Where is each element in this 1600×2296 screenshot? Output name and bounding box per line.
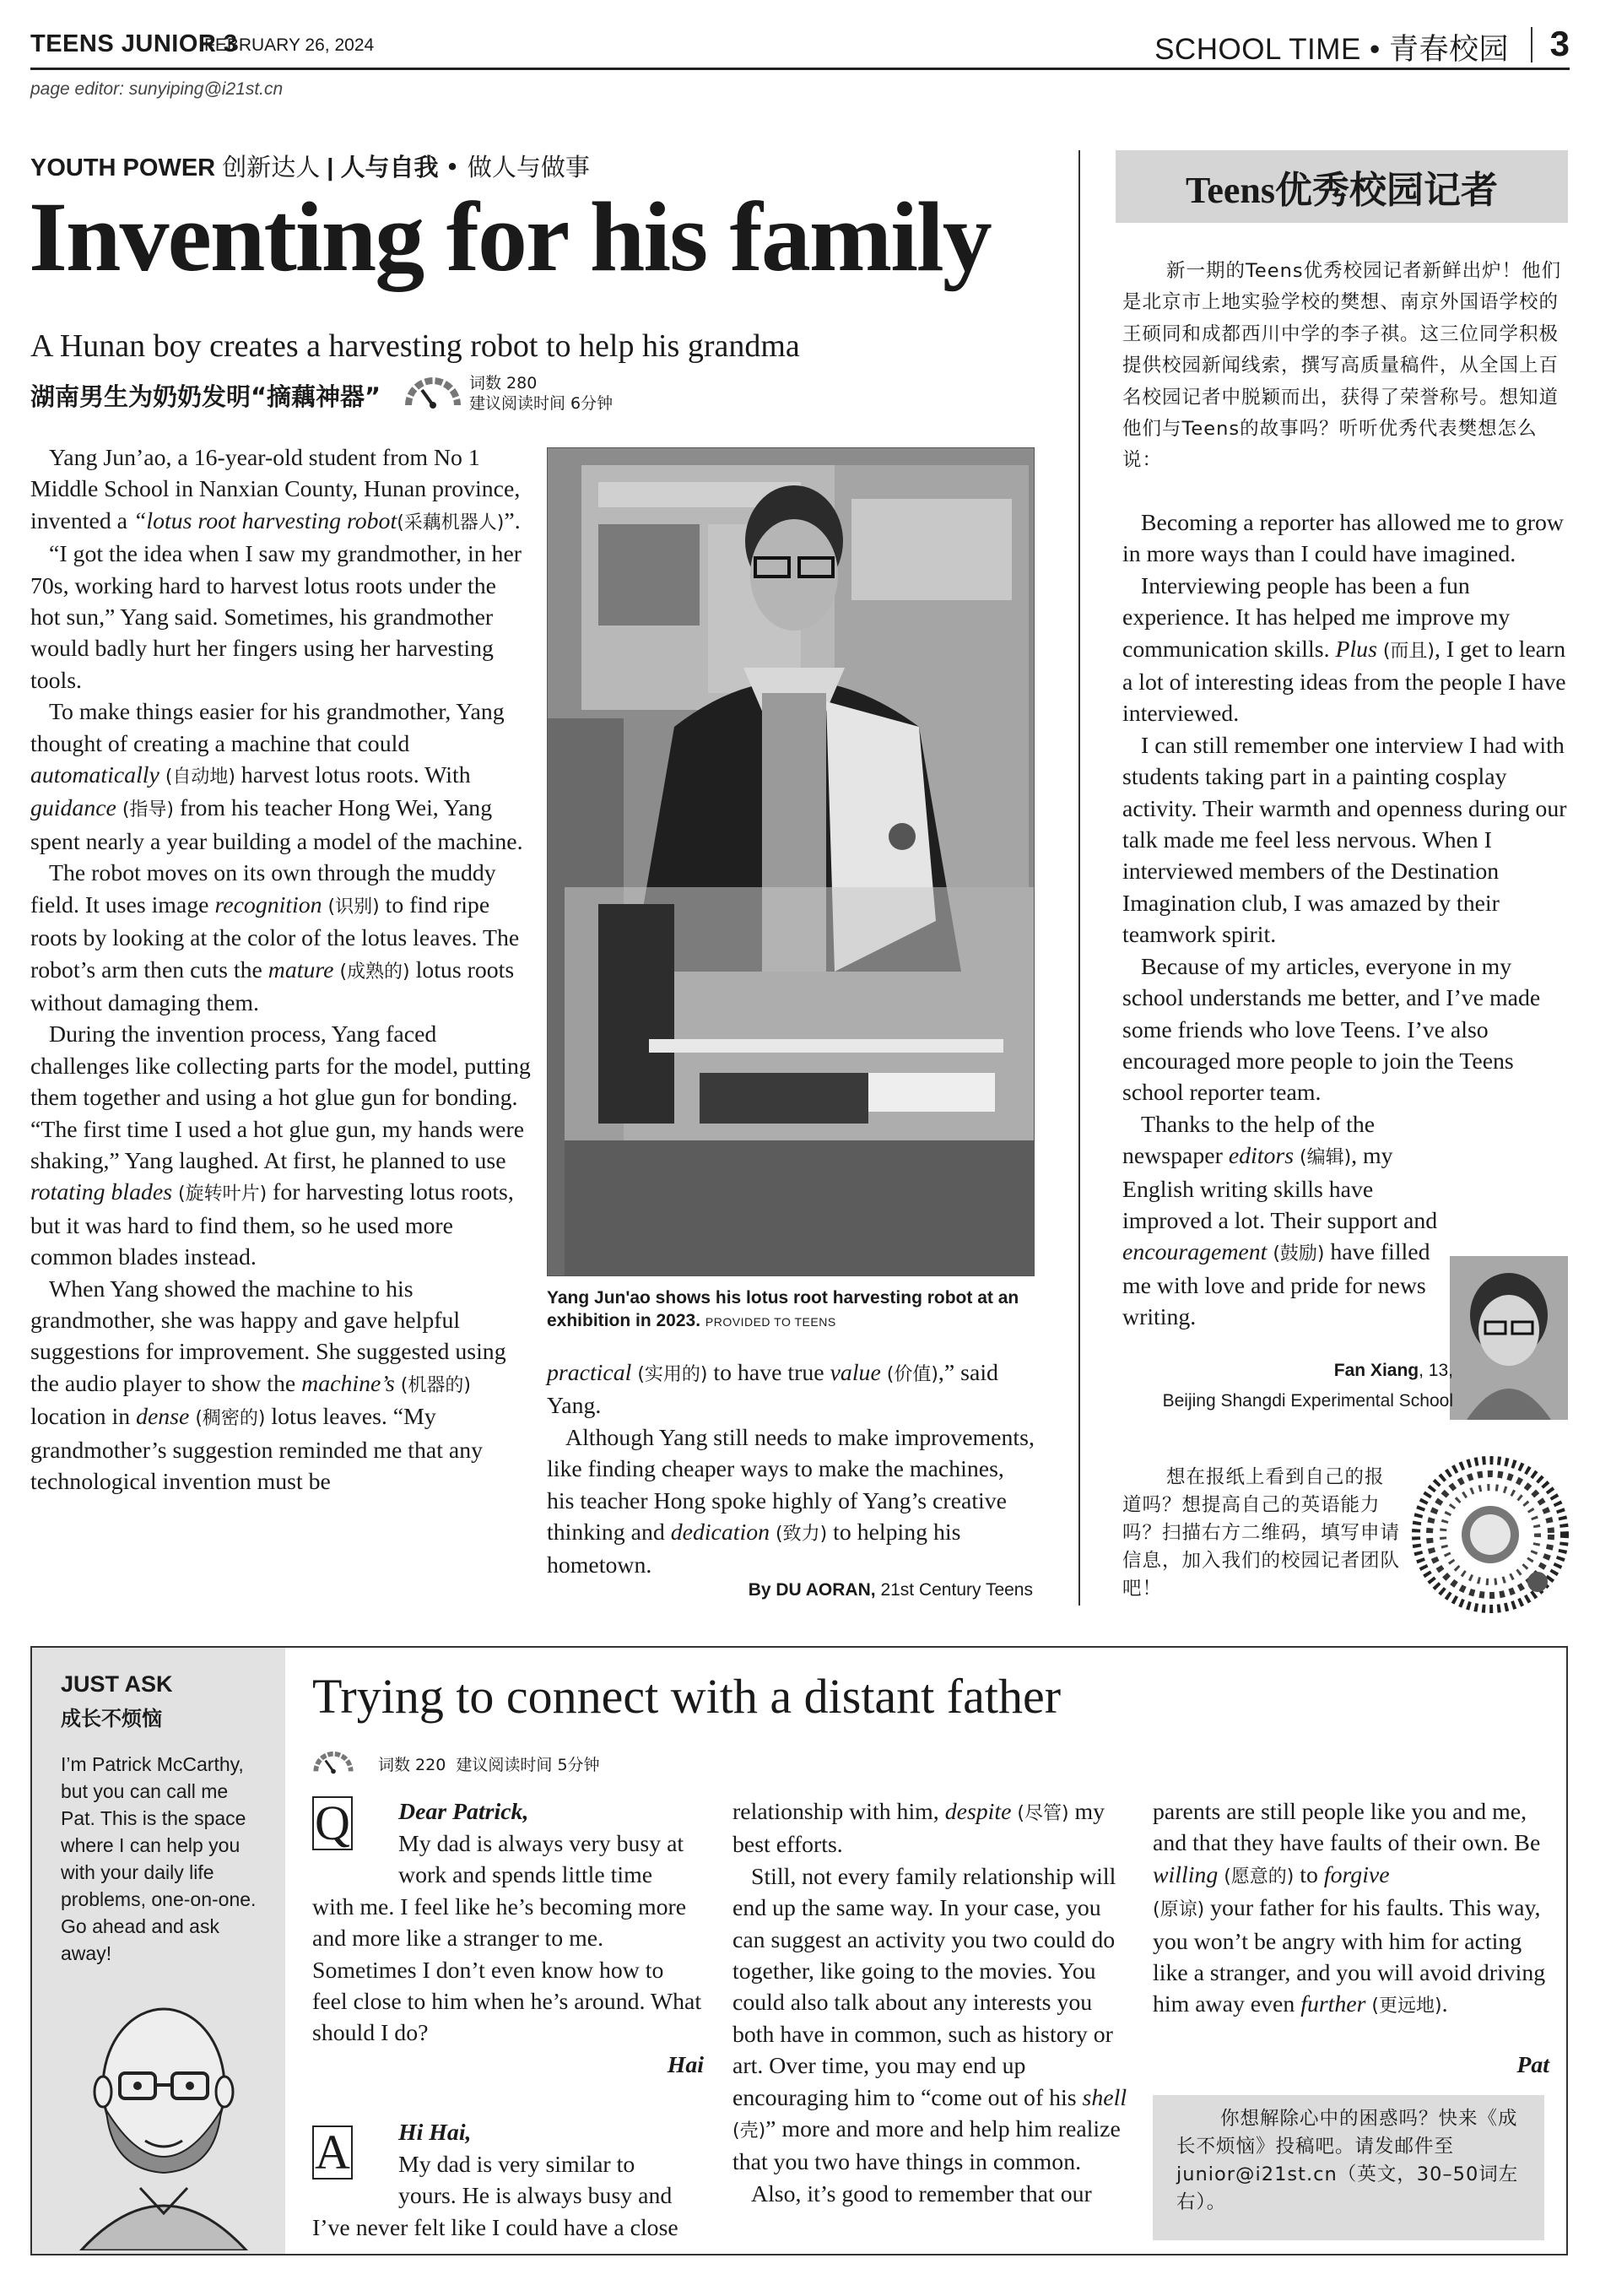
photo-caption (547, 1286, 1033, 1334)
sidebar-paragraph: Interviewing people has been a fun experience. It has helped me improve my communication skills. Plus (而且), I get to learn a lot of interesting ideas from the people I have interviewed. (1122, 572, 1566, 728)
issue-date: FEBRUARY 26, 2024 (204, 35, 375, 55)
columnist-cartoon (56, 1992, 272, 2250)
answer-body: My dad is very similar to yours. He is always busy and I’ve never felt like I could have a close (312, 2152, 678, 2241)
answer-signature: Pat (1516, 2052, 1549, 2078)
reporter-school: Beijing Shangdi Experimental School (1162, 1391, 1453, 1411)
sidebar-body (1122, 507, 1570, 1334)
kicker-separator: | (327, 154, 334, 181)
header-rule (30, 68, 1570, 70)
kicker-sub: • 做人与做事 (445, 153, 590, 181)
kicker-theme: 人与自我 (340, 153, 439, 181)
question-body: My dad is always very busy at work and spends little time with me. I feel like he’s becoming more and more like a stranger to me. Sometimes I don’t even know how to feel close to him when he’s around. What should I do? (312, 1831, 702, 2047)
sidebar-paragraph: Because of my articles, everyone in my school understands me better, and I’ve made some friends who love Teens. I’ve also encouraged more people to join the Teens school reporter team. (1122, 953, 1541, 1107)
story-column-1 (30, 442, 532, 1497)
publication-name: TEENS JUNIOR 3 (30, 30, 238, 57)
reading-time: 建议阅读时间 6分钟 (469, 394, 614, 413)
caption-text: Yang Jun'ao shows his lotus root harvesting robot at an exhibition in 2023. (547, 1288, 1019, 1330)
story-paragraph: “I got the idea when I saw my grandmother, in her 70s, working hard to harvest lotus roots under the hot sun,” Yang said. Sometimes, his grandmother would badly hurt her fingers using her harvesting tools. (30, 541, 522, 694)
story-paragraph: Although Yang still needs to make improvements, like finding cheaper ways to make the machines, his teacher Hong spoke highly of Yang’s creative thinking and dedication (致力) to helping his hometown. (547, 1424, 1035, 1579)
sidebar-heading: Teens优秀校园记者 (1186, 170, 1498, 211)
story-column-2 (547, 1357, 1035, 1582)
answer-column-3: parents are still people like you and me, and that they have faults of their own. Be willing (愿意的) to forgive (原谅) your father for his faults. This way, you won’t be angry with him for acting like a stranger, and you will avoid driving him away even further (更远地). (1153, 1799, 1546, 2018)
reporter-promo: 想在报纸上看到自己的报道吗？想提高自己的英语能力吗？扫描右方二维码，填写申请信息，加入我们的校园记者团队吧！ (1122, 1466, 1401, 1600)
reading-time: 建议阅读时间 5分钟 (456, 1756, 600, 1774)
kicker-cn: 创新达人 (222, 153, 321, 181)
speedometer-icon (312, 1749, 354, 1774)
just-ask-label-cn: 成长不烦恼 (61, 1707, 162, 1730)
header-separator (1531, 27, 1532, 62)
question-dropcap: Q (312, 1796, 353, 1850)
caption-credit: PROVIDED TO TEENS (705, 1315, 836, 1329)
deck-en: A Hunan boy creates a harvesting robot to help his grandma (30, 328, 800, 364)
reporter-age: , 13, (1419, 1361, 1453, 1380)
reading-meta (469, 373, 613, 414)
story-kicker (30, 149, 590, 183)
speedometer-icon (403, 375, 462, 409)
byline (547, 1580, 1033, 1600)
story-paragraph: Yang Jun’ao, a 16-year-old student from No 1 Middle School in Nanxian County, Hunan province, invented a “lotus root harvesting robot(采藕机器人)”. (30, 445, 521, 534)
reporter-portrait (1450, 1256, 1568, 1420)
qr-code-icon[interactable] (1411, 1455, 1570, 1614)
story-paragraph: practical (实用的) to have true value (价值),” said Yang. (547, 1360, 998, 1420)
section-title: SCHOOL TIME • 青春校园 (1154, 33, 1509, 66)
page-editor: page editor: sunyiping@i21st.cn (30, 79, 284, 99)
sidebar-paragraph: Thanks to the help of the newspaper editors (编辑), my English writing skills have improved a lot. Their support and encouragement (鼓励) have filled me with love and pride for news writing. (1122, 1111, 1438, 1331)
column-divider (1078, 150, 1080, 1606)
answer-column-2: relationship with him, despite (尽管) my best efforts. Still, not every family relationship will end up the same way. In your case, you can suggest an activity you two could do together, like going to the movies. You could also talk about any interests you both have in common, such as history or art. Over time, you may end up encouraging him to “come out of his shell (壳)” more and more and help him realize that you two have things in common. Also, it’s good to remember that our (732, 1799, 1127, 2207)
sidebar-paragraph: Becoming a reporter has allowed me to grow in more ways than I could have imagined. (1122, 510, 1564, 568)
question-salutation: Dear Patrick, (398, 1799, 529, 1825)
byline-outlet: 21st Century Teens (880, 1580, 1033, 1600)
answer-dropcap: A (312, 2125, 353, 2180)
story-paragraph: To make things easier for his grandmother, Yang thought of creating a machine that could automatically (自动地) harvest lotus roots. With guidance (指导) from his teacher Hong Wei, Yang spent nearly a year building a model of the machine. (30, 699, 523, 855)
just-ask-title: Trying to connect with a distant father (312, 1669, 1062, 1724)
portrait-illustration (1450, 1256, 1568, 1420)
page-number: 3 (1549, 24, 1570, 63)
robot-photo (547, 447, 1035, 1276)
reporter-signature (1122, 1361, 1453, 1381)
reporter-name: Fan Xiang (1333, 1361, 1419, 1380)
headline: Inventing for his family (29, 181, 991, 292)
story-paragraph: During the invention process, Yang faced challenges like collecting parts for the model, putting them together and using a hot glue gun for bonding. “The first time I used a hot glue gun, my hands were shaking,” Yang laughed. At first, he planned to use rotating blades (旋转叶片) for harvesting lotus roots, but it was hard to find them, so he used more common blades instead. (30, 1021, 531, 1271)
story-paragraph: The robot moves on its own through the muddy field. It uses image recognition (识别) to find ripe roots by looking at the color of the lotus leaves. The robot’s arm then cuts the mature (成熟的) lotus roots without damaging them. (30, 860, 520, 1016)
word-count: 词数 280 (469, 374, 538, 393)
sidebar-paragraph: I can still remember one interview I had with students taking part in a painting cosplay activity. Their warmth and openness during our talk made me feel less nervous. When I interviewed members of the Destination Imagination club, I was amazed by their teamwork spirit. (1122, 732, 1567, 949)
photo-illustration (548, 448, 1034, 1275)
sidebar-intro: 新一期的Teens优秀校园记者新鲜出炉！他们是北京市上地实验学校的樊想、南京外国语学校的王硕同和成都西川中学的李子祺。这三位同学积极提供校园新闻线索，撰写高质量稿件，从全国上百名校园记者中脱颖而出，获得了荣誉称号。想知道他们与Teens的故事吗？听听优秀代表樊想怎么说： (1122, 260, 1562, 472)
story-paragraph: When Yang showed the machine to his grandmother, she was happy and gave helpful suggestions for improvement. She suggested using the audio player to show the machine’s (机器的) location in dense (稠密的) lotus leaves. “My grandmother’s suggestion reminded me that any technological invention must be (30, 1275, 506, 1495)
just-ask-label: JUST ASK (61, 1671, 173, 1697)
answer-salutation: Hi Hai, (398, 2120, 472, 2146)
just-ask-intro: I’m Patrick McCarthy, but you can call me Pat. This is the space where I can help you with your daily life problems, one-on-one. Go ahead and ask away! (61, 1753, 257, 1964)
kicker-label: YOUTH POWER (30, 154, 216, 181)
submission-text: 你想解除心中的困惑吗？快来《成长不烦恼》投稿吧。请发邮件至junior@i21st.cn（英文，30–50词左右）。 (1176, 2108, 1519, 2213)
word-count: 词数 220 (378, 1756, 446, 1774)
deck-cn: 湖南男生为奶奶发明“摘藕神器” (30, 382, 381, 411)
byline-author: By DU AORAN, (748, 1580, 876, 1600)
question-signature: Hai (667, 2052, 704, 2078)
just-ask-meta (378, 1752, 600, 1775)
